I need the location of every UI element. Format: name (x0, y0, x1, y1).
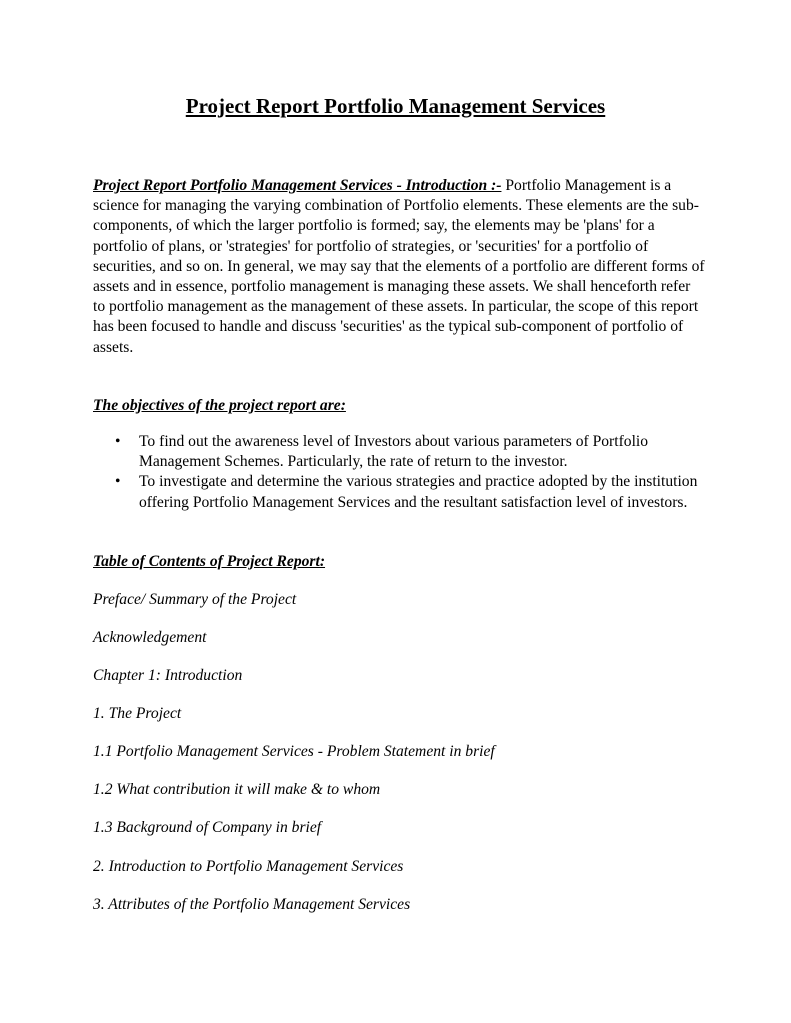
toc-item: Preface/ Summary of the Project (93, 591, 297, 608)
toc-item: 1. The Project (93, 705, 182, 722)
toc-item: Acknowledgement (93, 629, 207, 646)
toc-item: 1.3 Background of Company in brief (93, 819, 322, 836)
toc-item: Chapter 1: Introduction (93, 667, 243, 684)
toc-item: 3. Attributes of the Portfolio Management Services (93, 896, 411, 913)
bullet-icon: • (115, 433, 121, 450)
toc-heading: Table of Contents of Project Report: (93, 553, 326, 570)
list-item (93, 472, 705, 512)
list-item (93, 432, 705, 472)
toc-item: 1.2 What contribution it will make & to whom (93, 781, 381, 798)
bullet-icon: • (115, 473, 121, 491)
intro-lead: Project Report Portfolio Management Services - Introduction :- (93, 177, 502, 194)
objectives-list (93, 432, 705, 513)
objective-text: To find out the awareness level of Investors about various parameters of Portfolio Management Schemes. Particularly, the rate of return to the investor. (139, 433, 649, 471)
objectives-heading: The objectives of the project report are: (93, 397, 346, 414)
page-title: Project Report Portfolio Management Services (185, 94, 606, 118)
objective-text: To investigate and determine the various strategies and practice adopted by the institution offering Portfolio Management Services and the resultant satisfaction level of investors. (139, 473, 698, 511)
toc-item: 1.1 Portfolio Management Services - Problem Statement in brief (93, 743, 495, 760)
toc-item: 2. Introduction to Portfolio Management Services (93, 858, 404, 875)
intro-text: Portfolio Management is a science for managing the varying combination of Portfolio elements. These elements are the sub-components, of which the larger portfolio is formed; say, the elements may be 'plans' for a portfolio of plans, or 'strategies' for portfolio of strategies, or 'securities' for a portfolio of securities, and so on. In general, we may say that the elements of a portfolio are different forms of assets and in essence, portfolio management is managing these assets. We shall henceforth refer to portfolio management as the management of these assets. In particular, the scope of this report has been focused to handle and discuss 'securities' as the typical sub-component of portfolio of assets. (93, 177, 705, 356)
intro-paragraph (93, 176, 705, 358)
